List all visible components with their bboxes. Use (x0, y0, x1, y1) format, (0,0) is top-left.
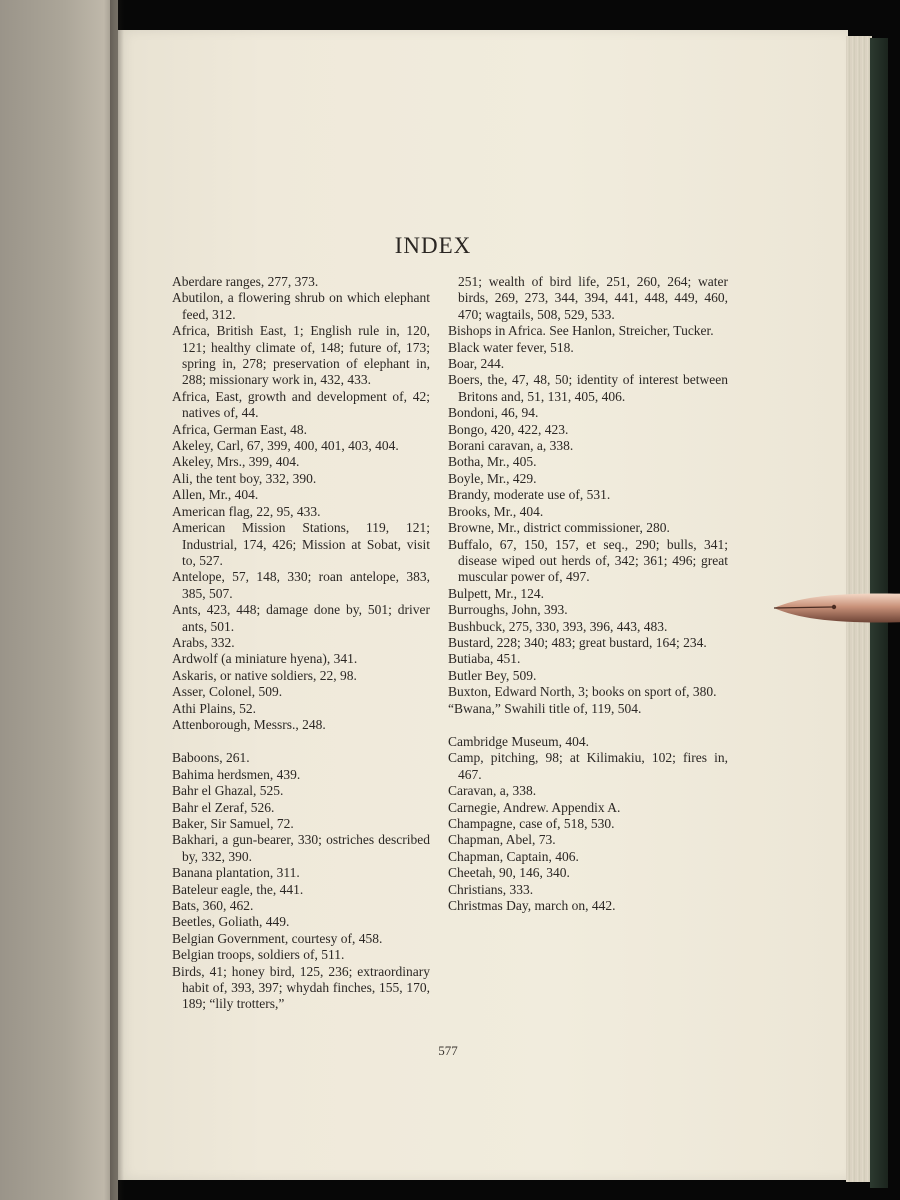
index-entry: Athi Plains, 52. (172, 700, 257, 716)
fountain-pen-nib-icon (772, 590, 900, 626)
index-entry: Bishops in Africa. See Hanlon, Streicher, Tucker. (448, 323, 714, 339)
index-entry: Chapman, Captain, 406. (448, 848, 579, 864)
index-entry: Bahima herdsmen, 439. (172, 766, 301, 782)
book-gutter (110, 0, 124, 1200)
index-entry: “Bwana,” Swahili title of, 119, 504. (448, 700, 642, 716)
index-entry: Belgian troops, soldiers of, 511. (172, 947, 345, 963)
index-entry: Camp, pitching, 98; at Kilimakiu, 102; fires in, 467. (448, 750, 728, 782)
index-entry: Baker, Sir Samuel, 72. (172, 816, 294, 831)
index-entry: 251; wealth of bird life, 251, 260, 264; water birds, 269, 273, 344, 394, 441, 448, 449, 460, 470; wagtails, 508, 529, 533. (458, 274, 728, 322)
index-entry: Buxton, Edward North, 3; books on sport of, 380. (448, 684, 717, 700)
index-entry: Buffalo, 67, 150, 157, et seq., 290; bulls, 341; disease wiped out herds of, 342; 361; 496; great muscular power of, 497. (448, 536, 728, 585)
index-entry: Christmas Day, march on, 442. (448, 898, 616, 914)
index-entry: Bushbuck, 275, 330, 393, 396, 443, 483. (448, 618, 668, 634)
index-entry: Burroughs, John, 393. (448, 602, 568, 618)
index-entry: Birds, 41; honey bird, 125, 236; extraordinary habit of, 393, 397; whydah finches, 155, 170, 189; “lily trotters,” (172, 963, 430, 1012)
index-entry: Asser, Colonel, 509. (172, 684, 283, 700)
facing-page (0, 0, 118, 1200)
index-column-right (448, 274, 728, 914)
index-entry: Christians, 333. (448, 881, 534, 897)
index-entry: Butiaba, 451. (448, 651, 521, 667)
index-entry: Ali, the tent boy, 332, 390. (172, 470, 317, 486)
index-entry: Cheetah, 90, 146, 340. (448, 865, 570, 881)
index-entry: Cambridge Museum, 404. (448, 733, 589, 749)
index-entry: Bats, 360, 462. (172, 898, 254, 914)
index-entry: Akeley, Carl, 67, 399, 400, 401, 403, 404. (172, 438, 399, 454)
section-gap (172, 733, 430, 750)
index-entry: Belgian Government, courtesy of, 458. (172, 930, 383, 946)
index-entry: Akeley, Mrs., 399, 404. (172, 454, 300, 470)
index-entry: Caravan, a, 338. (448, 783, 537, 799)
section-gap (448, 717, 728, 734)
index-entry: Banana plantation, 311. (172, 865, 300, 881)
index-entry: Champagne, case of, 518, 530. (448, 816, 615, 831)
index-entry: Ardwolf (a miniature hyena), 341. (172, 651, 358, 667)
index-entry: Arabs, 332. (172, 634, 235, 650)
index-entry: Carnegie, Andrew. Appendix A. (448, 799, 621, 815)
index-entry: Butler Bey, 509. (448, 667, 537, 683)
index-entry: Attenborough, Messrs., 248. (172, 716, 326, 732)
page-title: INDEX (394, 233, 472, 258)
index-entry: Bongo, 420, 422, 423. (448, 421, 569, 437)
index-entry: Abutilon, a flowering shrub on which elephant feed, 312. (172, 290, 430, 322)
index-entry: Brandy, moderate use of, 531. (448, 487, 611, 503)
index-entry: Borani caravan, a, 338. (448, 438, 574, 454)
index-entry: Black water fever, 518. (448, 339, 574, 355)
index-entry: Browne, Mr., district commissioner, 280. (448, 520, 670, 536)
index-entry: Antelope, 57, 148, 330; roan antelope, 383, 385, 507. (172, 569, 430, 601)
index-entry: Boyle, Mr., 429. (448, 470, 537, 486)
index-entry: Botha, Mr., 405. (448, 454, 537, 470)
index-entry: Bulpett, Mr., 124. (448, 585, 545, 601)
index-entry: Bahr el Ghazal, 525. (172, 783, 284, 799)
index-entry: Bahr el Zeraf, 526. (172, 799, 275, 815)
index-entry: Brooks, Mr., 404. (448, 503, 544, 519)
index-entry: Askaris, or native soldiers, 22, 98. (172, 667, 357, 683)
index-entry: Baboons, 261. (172, 750, 250, 766)
index-entry: Beetles, Goliath, 449. (172, 914, 290, 930)
index-entry: Africa, British East, 1; English rule in, 120, 121; healthy climate of, 148; future of, 173; spring in, 278; preservation of elephant in, 288; missionary work in, 432, 433. (172, 323, 430, 388)
index-entry: Africa, East, growth and development of, 42; natives of, 44. (172, 388, 430, 421)
index-entry: Ants, 423, 448; damage done by, 501; driver ants, 501. (172, 602, 430, 634)
index-entry: Boar, 244. (448, 356, 505, 372)
index-entry: Bondoni, 46, 94. (448, 405, 539, 421)
index-column-left (172, 274, 430, 1013)
index-entry: Bakhari, a gun-bearer, 330; ostriches described by, 332, 390. (172, 832, 430, 864)
index-entry: Africa, German East, 48. (172, 421, 307, 437)
index-entry: Chapman, Abel, 73. (448, 832, 556, 848)
index-entry: Allen, Mr., 404. (172, 487, 259, 503)
page-number: 577 (438, 1043, 458, 1058)
index-entry: Bustard, 228; 340; 483; great bustard, 164; 234. (448, 634, 707, 650)
index-entry: American Mission Stations, 119, 121; Industrial, 174, 426; Mission at Sobat, visit to, 527. (172, 520, 430, 568)
index-entry: Aberdare ranges, 277, 373. (172, 274, 319, 289)
index-entry: Boers, the, 47, 48, 50; identity of interest between Britons and, 51, 131, 405, 406. (448, 372, 728, 404)
index-entry: American flag, 22, 95, 433. (172, 503, 321, 519)
index-entry: Bateleur eagle, the, 441. (172, 881, 304, 897)
